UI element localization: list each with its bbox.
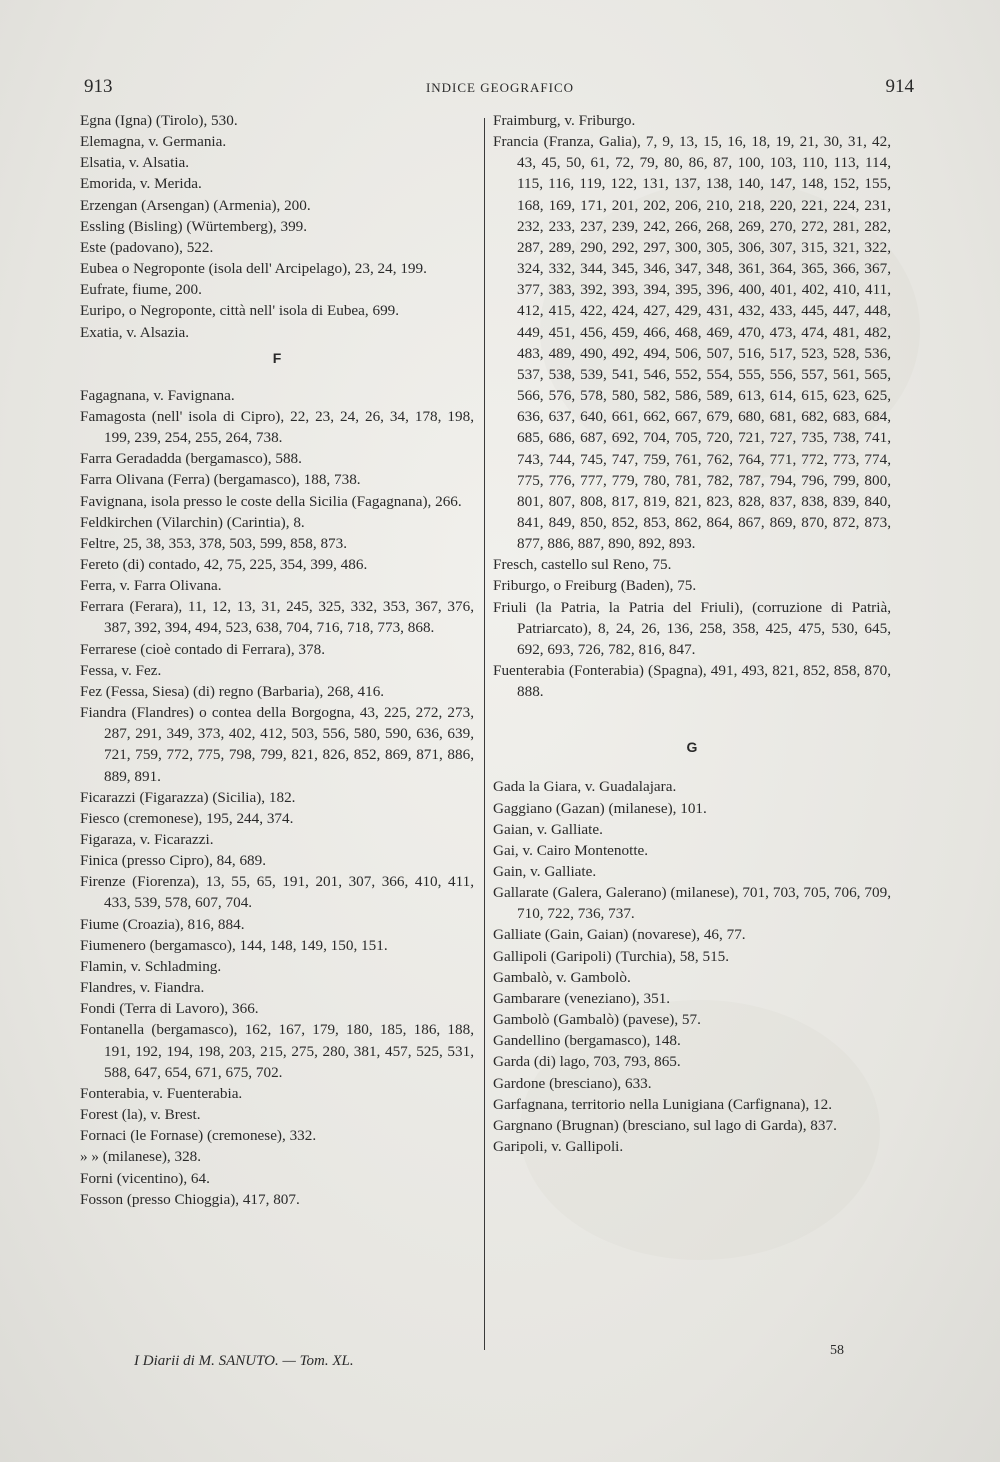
index-entry: Fresch, castello sul Reno, 75. bbox=[493, 556, 672, 574]
index-entry: Gaggiano (Gazan) (milanese), 101. bbox=[493, 799, 707, 817]
index-entry: Fiumenero (bergamasco), 144, 148, 149, 150, 151. bbox=[80, 936, 388, 954]
index-entry: Gain, v. Galliate. bbox=[493, 863, 597, 880]
footer-signature: I Diarii di M. SANUTO. — Tom. XL. bbox=[134, 1353, 354, 1369]
index-entry: Farra Olivana (Ferra) (bergamasco), 188, 738. bbox=[80, 471, 361, 489]
index-entry: » » (milanese), 328. bbox=[80, 1148, 202, 1166]
index-entry: Gaian, v. Galliate. bbox=[493, 820, 603, 838]
index-entry: Elsatia, v. Alsatia. bbox=[80, 154, 190, 172]
index-entry: Essling (Bisling) (Würtemberg), 399. bbox=[80, 217, 308, 235]
index-entry: Gardone (bresciano), 633. bbox=[493, 1074, 652, 1092]
index-entry: Garipoli, v. Gallipoli. bbox=[493, 1138, 624, 1156]
index-entry: Egna (Igna) (Tirolo), 530. bbox=[80, 112, 238, 129]
index-entry: Fagagnana, v. Favignana. bbox=[80, 386, 235, 404]
index-entry: Figaraza, v. Ficarazzi. bbox=[80, 831, 214, 848]
index-entry: Fornaci (le Fornase) (cremonese), 332. bbox=[80, 1127, 317, 1145]
running-title: INDICE GEOGRAFICO bbox=[425, 80, 575, 95]
index-entry: Forni (vicentino), 64. bbox=[80, 1169, 210, 1187]
index-entry: Fraimburg, v. Friburgo. bbox=[493, 112, 636, 129]
index-entry: Gandellino (bergamasco), 148. bbox=[493, 1032, 681, 1050]
index-entry: Flandres, v. Fiandra. bbox=[80, 979, 205, 997]
index-entry: Emorida, v. Merida. bbox=[80, 175, 202, 193]
page-number-right: 914 bbox=[885, 76, 914, 97]
column-divider bbox=[484, 118, 485, 1350]
index-entry: Gai, v. Cairo Montenotte. bbox=[493, 841, 649, 859]
index-entry: Galliate (Gain, Gaian) (novarese), 46, 77. bbox=[493, 926, 746, 944]
index-entry: Elemagna, v. Germania. bbox=[80, 133, 227, 151]
index-entry: Fiesco (cremonese), 195, 244, 374. bbox=[80, 809, 294, 827]
index-entry: Fessa, v. Fez. bbox=[80, 661, 162, 679]
index-entry: Famagosta (nell' isola di Cipro), 22, 23, 24, 26, 34, 178, 198, 199, 239, 254, 255, 264, 738. bbox=[80, 407, 474, 447]
index-entry: Fuenterabia (Fonterabia) (Spagna), 491, 493, 821, 852, 858, 870, 888. bbox=[493, 662, 891, 701]
section-letter: F bbox=[272, 349, 282, 366]
left-column bbox=[80, 110, 474, 1210]
index-entry: Fonterabia, v. Fuenterabia. bbox=[80, 1084, 243, 1102]
index-entry: Fereto (di) contado, 42, 75, 225, 354, 399, 486. bbox=[80, 555, 368, 573]
index-entry: Eubea o Negroponte (isola dell' Arcipelago), 23, 24, 199. bbox=[80, 260, 427, 278]
index-entry: Ficarazzi (Figarazza) (Sicilia), 182. bbox=[80, 788, 296, 806]
index-entry: Friuli (la Patria, la Patria del Friuli), (corruzione di Patrià, Patriarcato), 8, 24, 26, 136, 258, 358, 425, 475, 530, 645, 692, 693, 726, 782, 816, 847. bbox=[493, 598, 891, 658]
index-entry: Gallarate (Galera, Galerano) (milanese), 701, 703, 705, 706, 709, 710, 722, 736, 737. bbox=[493, 884, 891, 923]
index-entry: Garfagnana, territorio nella Lunigiana (Carfignana), 12. bbox=[493, 1095, 833, 1113]
index-entry: Fontanella (bergamasco), 162, 167, 179, 180, 185, 186, 188, 191, 192, 194, 198, 203, 215, 275, 280, 381, 457, 525, 531, 588, 647, 654, 671, 675, 702. bbox=[80, 1021, 474, 1081]
index-entry: Gambalò, v. Gambolò. bbox=[493, 968, 631, 986]
index-entry: Ferrara (Ferara), 11, 12, 13, 31, 245, 325, 332, 353, 367, 376, 387, 392, 394, 494, 523, 638, 704, 716, 718, 773, 868. bbox=[80, 598, 474, 637]
index-entry: Eufrate, fiume, 200. bbox=[80, 281, 202, 299]
index-entry: Fiume (Croazia), 816, 884. bbox=[80, 915, 245, 933]
index-entry: Friburgo, o Freiburg (Baden), 75. bbox=[493, 577, 697, 595]
index-entry: Fosson (presso Chioggia), 417, 807. bbox=[80, 1190, 300, 1208]
index-entry: Gargnano (Brugnan) (bresciano, sul lago di Garda), 837. bbox=[493, 1116, 837, 1134]
index-entry: Garda (di) lago, 703, 793, 865. bbox=[493, 1053, 681, 1071]
index-entry: Exatia, v. Alsazia. bbox=[80, 323, 190, 341]
page-number-left: 913 bbox=[84, 76, 113, 97]
index-entry: Fiandra (Flandres) o contea della Borgogna, 43, 225, 272, 273, 287, 291, 349, 373, 402, 412, 503, 556, 580, 590, 636, 639, 721, 759, 772, 775, 798, 799, 821, 826, 852, 869, 871, 886, 889, 891. bbox=[80, 704, 474, 785]
index-entry: Francia (Franza, Galia), 7, 9, 13, 15, 16, 18, 19, 21, 30, 31, 42, 43, 45, 50, 61, 72, 79, 80, 86, 87, 100, 103, 110, 113, 114, 115, 116, 119, 122, 131, 137, 138, 140, 147, 148, 152, 155, 168, 169, 171, 201, 202, 206, 210, 218, 220, 221, 224, 231, 232, 233, 237, 239, 242, 266, 268, 269, 270, 272, 281, 282, 287, 289, 290, 292, 297, 300, 305, 306, 307, 315, 321, 322, 324, 332, 344, 345, 346, 347, 348, 361, 364, 365, 366, 367, 377, 383, 392, 393, 394, 395, 396, 400, 401, 402, 410, 411, 412, 415, 422, 424, 427, 429, 431, 432, 433, 445, 447, 448, 449, 451, 456, 459, 466, 468, 469, 470, 473, 474, 481, 482, 483, 489, 490, 492, 494, 506, 507, 516, 517, 523, 528, 536, 537, 538, 539, 541, 546, 552, 554, 555, 556, 557, 561, 565, 566, 576, 578, 580, 582, 586, 589, 613, 614, 615, 623, 625, 636, 637, 640, 661, 662, 667, 679, 680, 681, 682, 683, 684, 685, 686, 687, 692, 704, 705, 720, 721, 727, 735, 738, 741, 743, 744, 745, 747, 759, 761, 762, 764, 771, 772, 773, 774, 775, 776, 777, 779, 780, 781, 782, 787, 794, 796, 799, 800, 801, 807, 808, 817, 819, 821, 823, 828, 837, 838, 839, 840, 841, 849, 850, 852, 853, 862, 864, 867, 869, 870, 872, 873, 877, 886, 887, 890, 892, 893. bbox=[493, 133, 891, 553]
index-entry: Gada la Giara, v. Guadalajara. bbox=[493, 778, 677, 796]
section-letter: G bbox=[686, 739, 698, 756]
index-entry: Flamin, v. Schladming. bbox=[80, 957, 222, 975]
index-entry: Euripo, o Negroponte, città nell' isola di Eubea, 699. bbox=[80, 302, 400, 320]
index-entry: Gambarare (veneziano), 351. bbox=[493, 989, 671, 1007]
signature-number: 58 bbox=[830, 1343, 844, 1358]
index-entry: Fondi (Terra di Lavoro), 366. bbox=[80, 1000, 259, 1018]
index-entry: Firenze (Fiorenza), 13, 55, 65, 191, 201, 307, 366, 410, 411, 433, 539, 578, 607, 704. bbox=[80, 873, 474, 912]
index-entry: Favignana, isola presso le coste della Sicilia (Fagagnana), 266. bbox=[80, 492, 462, 510]
index-entry: Feldkirchen (Vilarchin) (Carintia), 8. bbox=[80, 513, 305, 531]
index-entry: Erzengan (Arsengan) (Armenia), 200. bbox=[80, 196, 311, 214]
index-entry: Este (padovano), 522. bbox=[80, 238, 214, 256]
index-entry: Ferrarese (cioè contado di Ferrara), 378. bbox=[80, 640, 325, 658]
index-entry: Gambolò (Gambalò) (pavese), 57. bbox=[493, 1011, 701, 1029]
index-entry: Ferra, v. Farra Olivana. bbox=[80, 577, 222, 595]
index-entry: Fez (Fessa, Siesa) (di) regno (Barbaria), 268, 416. bbox=[80, 682, 385, 700]
index-entry: Feltre, 25, 38, 353, 378, 503, 599, 858, 873. bbox=[80, 534, 348, 552]
index-entry: Forest (la), v. Brest. bbox=[80, 1106, 201, 1124]
index-entry: Finica (presso Cipro), 84, 689. bbox=[80, 852, 267, 870]
index-entry: Gallipoli (Garipoli) (Turchia), 58, 515. bbox=[493, 947, 730, 965]
index-entry: Farra Geradadda (bergamasco), 588. bbox=[80, 450, 302, 468]
right-column bbox=[493, 110, 891, 1157]
